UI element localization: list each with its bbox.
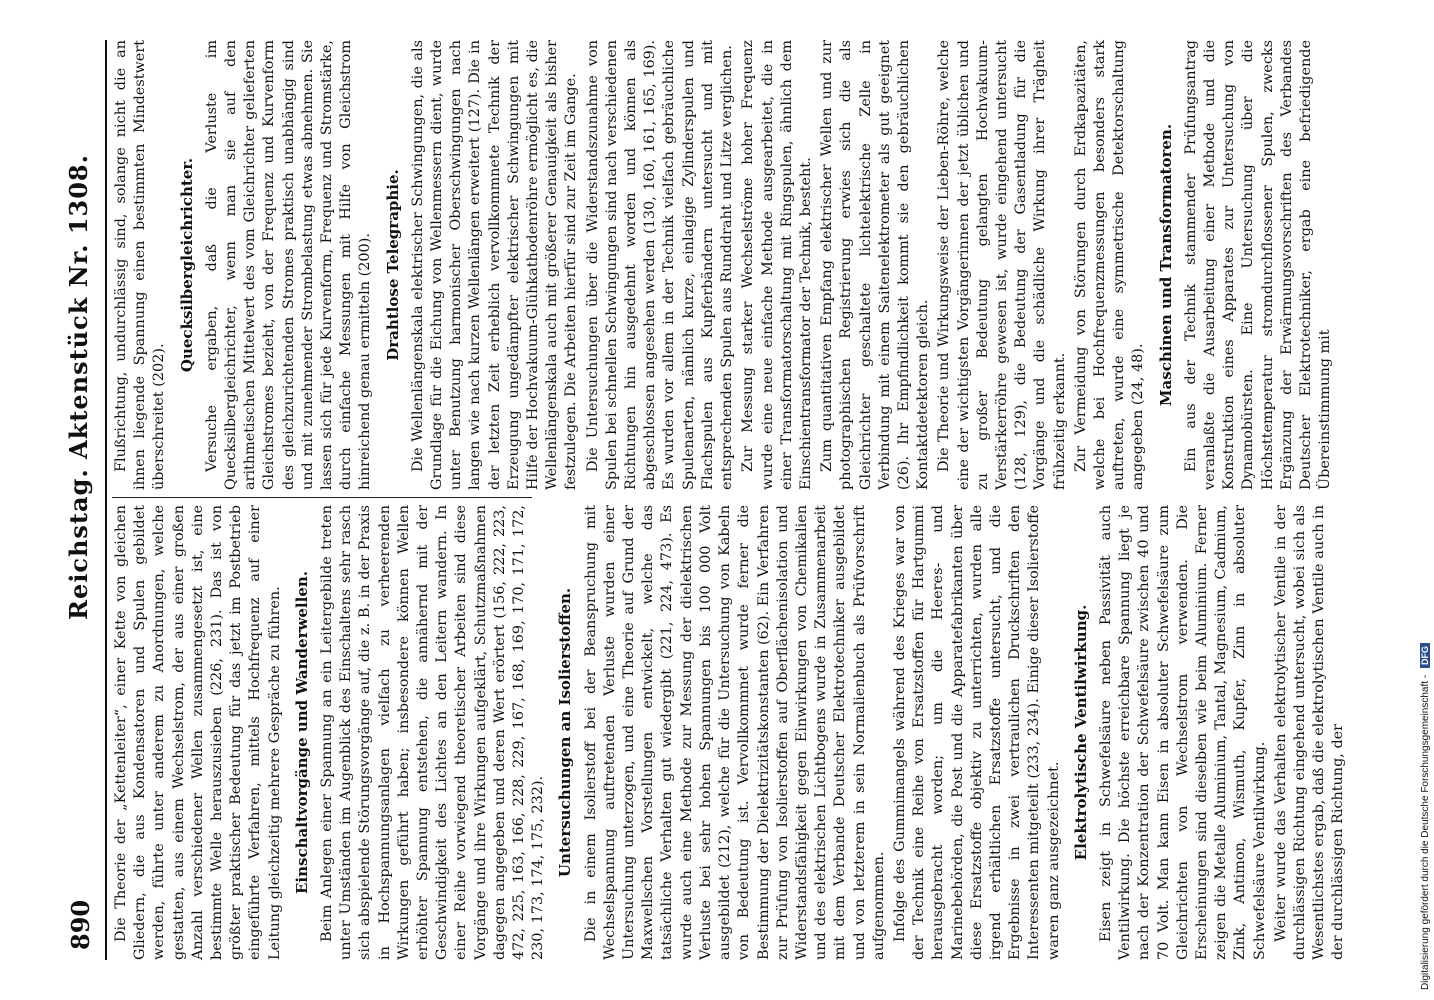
paragraph: Zur Messung starker Wechselströme hoher Frequenz wurde eine neue einfache Methode ausgearbeitet, die in einer Transformatorschaltung mit Ringspulen, ähnlich dem Einschientransformator der Technik, besteht. [740, 40, 814, 490]
left-column [112, 505, 1347, 960]
page-header [50, 0, 100, 1000]
paragraph: Die Theorie und Wirkungsweise der Lieben-Röhre, welche eine der wichtigsten Vorgängerinnen der jetzt üblichen und zu großer Bedeutung gelangten Hochvakuum-Verstärkerröhre gewesen ist, wurde eingehend untersucht (128, 129), die Bedeutung der Gasentladung für die Vorgänge und die schädliche Wirkung ihrer Trägheit frühzeitig erkannt. [936, 40, 1068, 490]
section-heading: Drahtlose Telegraphie. [383, 169, 402, 361]
dfg-logo: DFG [1420, 643, 1430, 668]
paragraph: Beim Anlegen einer Spannung an ein Leitergebilde treten unter Umständen im Augenblick des Einschaltens sehr rasch sich abspielende Störungsvorgänge auf, die z. B. in der Praxis in Hochspannungsanlagen vielfach zu verheerenden Wirkungen geführt haben; insbesondere können Wellen erhöhter Spannung entstehen, die annähernd mit der Geschwindigkeit des Lichtes an den Leitern wandern. In einer Reihe vorwiegend theoretischer Arbeiten sind diese Vorgänge und ihre Wirkungen aufgeklärt, Schutzmaßnahmen dagegen angegeben und deren Wert erörtert (156, 222, 223, 472, 225, 163, 166, 228, 229, 167, 168, 169, 170, 171, 172, 230, 173, 174, 175, 232). [319, 505, 547, 960]
paragraph: Zum quantitativen Empfang elektrischer Wellen und zur photographischen Registrierung erwies sich die als Gleichrichter geschaltete lichtelektrische Zelle in Verbindung mit einem Saitenelektrometer als gut geeignet (26). Ihr Empfindlichkeit kommt sie den gebräuchlichen Kontaktdetektoren gleich. [819, 40, 932, 490]
page-title: Reichstag. Aktenstück Nr. 1308. [64, 154, 93, 620]
paragraph: Infolge des Gummimangels während des Krieges war von der Technik eine Reihe von Ersatzstoffen für Hartgummi herausgebracht worden; um die Heeres- und Marinebehörden, die Post und die Apparatefabrikanten über diese Ersatzstoffe objektiv zu unterrichten, wurden alle irgend erhältlichen Ersatzstoffe untersucht, und die Ergebnisse in zwei vertraulichen Druckschriften den Interessenten mitgeteilt (233, 234). Einige dieser Isolierstoffe waren ganz ausgezeichnet. [891, 505, 1062, 960]
paragraph: Die Wellenlängenskala elektrischer Schwingungen, die als Grundlage für die Eichung von Wellenmessern dient, wurde unter Benutzung harmonischer Oberschwingungen nach langen wie nach kurzen Wellenlängen erweitert (127). Die in der letzten Zeit erheblich vervollkommnete Technik der Erzeugung ungedämpfter elektrischer Schwingungen mit Hilfe der Hochvakuum-Glühkathodenröhre ermöglicht es, die Wellenlängenskala auch mit größerer Genauigkeit als bisher festzulegen. Die Arbeiten hierfür sind zur Zeit im Gange. [409, 40, 580, 490]
paragraph: Ein aus der Technik stammender Prüfungsantrag veranlaßte die Ausarbeitung einer Methode und die Konstruktion eines Apparates zur Untersuchung von Dynamobürsten. Eine Untersuchung über die Höchsttemperatur stromdurchflossener Spulen, zwecks Ergänzung der Erwärmungsvorschriften des Verbandes Deutscher Elektrotechniker, ergab eine befriedigende Übereinstimmung mit [1182, 40, 1334, 490]
section-heading: Quecksilbergleichrichter. [177, 157, 196, 373]
paragraph: Weiter wurde das Verhalten elektrolytischer Ventile in der durchlässigen Richtung eingehend untersucht, wobei sich als Wesentlichstes ergab, daß die elektrolytischen Ventile auch in der durchlässigen Richtung, der [1272, 505, 1347, 960]
paragraph: Flußrichtung, undurchlässig sind, solange nicht die an ihnen liegende Spannung einen bestimmten Mindestwert überschreitet (202). [113, 40, 168, 490]
header-rule [105, 40, 107, 960]
paragraph: Die in einem Isolierstoff bei der Beanspruchung mit Wechselspannung auftretenden Verluste wurden einer Untersuchung unterzogen, und eine Theorie auf Grund der Maxwellschen Vorstellungen entwickelt, welche das tatsächliche Verhalten gut wiedergibt (221, 224, 473). Es wurde auch eine Methode zur Messung der dielektrischen Verluste bei sehr hohen Spannungen bis 100 000 Volt ausgebildet (212), welche für die Untersuchung von Kabeln von Bedeutung ist. Vervollkommnet wurde ferner die Bestimmung der Dielektrizitätskonstanten (62). Ein Verfahren zur Prüfung von Isolierstoffen auf Oberflächenisolation und Widerstandsfähigkeit gegen Einwirkungen von Chemikalien und des elektrischen Lichtbogens wurde in Zusammenarbeit mit dem Verbande Deutscher Elektrotechniker ausgebildet und von letzterem in sein Normalienbuch als Prüfvorschrift aufgenommen. [582, 505, 887, 960]
credit-text: Digitalisierung gefördert durch die Deutsche Forschungsgemeinschaft - [1420, 674, 1431, 990]
rotated-content [50, 0, 1380, 1000]
digitization-credit [1420, 10, 1431, 990]
paragraph: Zur Vermeidung von Störungen durch Erdkapazitäten, welche bei Hochfrequenzmessungen besonders stark auftreten, wurde eine symmetrische Detektorschaltung angegeben (24, 48). [1072, 40, 1147, 490]
section-heading: Einschaltvorgänge und Wanderwellen. [292, 571, 311, 895]
intro-paragraph: Die Theorie der „Kettenleiter“, einer Kette von gleichen Gliedern, die aus Kondensatoren und Spulen gebildet werden, führte unter anderem zu Anordnungen, welche gestatten, aus einem Wechselstrom, der aus einer großen Anzahl verschiedener Wellen zusammengesetzt ist, eine bestimmte Welle herauszusieben (226, 231). Das ist von größter praktischer Bedeutung für das jetzt im Postbetrieb eingeführte Verfahren, mittels Hochfrequenz auf einer Leitung gleichzeitig mehrere Gespräche zu führen. [113, 505, 283, 960]
section-heading: Untersuchungen an Isolierstoffen. [556, 587, 575, 878]
column-divider [112, 497, 532, 498]
page-number: 890 [66, 899, 95, 950]
section-heading: Elektrolytische Ventilwirkung. [1071, 604, 1090, 861]
paragraph: Die Untersuchungen über die Widerstandszunahme von Spulen bei schnellen Schwingungen sind nach verschiedenen Richtungen hin ausgedehnt worden und können als abgeschlossen angesehen werden (130, 160, 161, 165, 169). Es wurden vor allem in der Technik vielfach gebräuchliche Spulenarten, nämlich kurze, einlagige Zylinderspulen und Flachspulen aus Kupferbändern untersucht und mit entsprechenden Spulen aus Runddraht und Litze verglichen. [584, 40, 736, 490]
paragraph: Versuche ergaben, daß die Verluste im Quecksilbergleichrichter, wenn man sie auf den arithmetischen Mittelwert des vom Gleichrichter gelieferten Gleichstromes bezieht, von der Frequenz und Kurvenform des gleichzurichtenden Stromes praktisch unabhängig sind und mit zunehmender Strombelastung etwas abnehmen. Sie lassen sich für jede Kurvenform, Frequenz und Stromstärke, durch einfache Messungen mit Hilfe von Gleichstrom hinreichend genau ermitteln (200). [203, 40, 374, 490]
paragraph: Eisen zeigt in Schwefelsäure neben Passivität auch Ventilwirkung. Die höchste erreichbare Spannung liegt je nach der Konzentration der Schwefelsäure zwischen 40 und 70 Volt. Man kann Eisen in absoluter Schwefelsäure zum Gleichrichten von Wechselstrom verwenden. Die Erscheinungen sind dieselben wie beim Aluminium. Ferner zeigen die Metalle Aluminium, Tantal, Magnesium, Cadmium, Zink, Antimon, Wismuth, Kupfer, Zinn in absoluter Schwefelsäure Ventilwirkung. [1097, 505, 1268, 960]
section-heading: Maschinen und Transformatoren. [1156, 123, 1175, 407]
right-column [112, 40, 1334, 490]
